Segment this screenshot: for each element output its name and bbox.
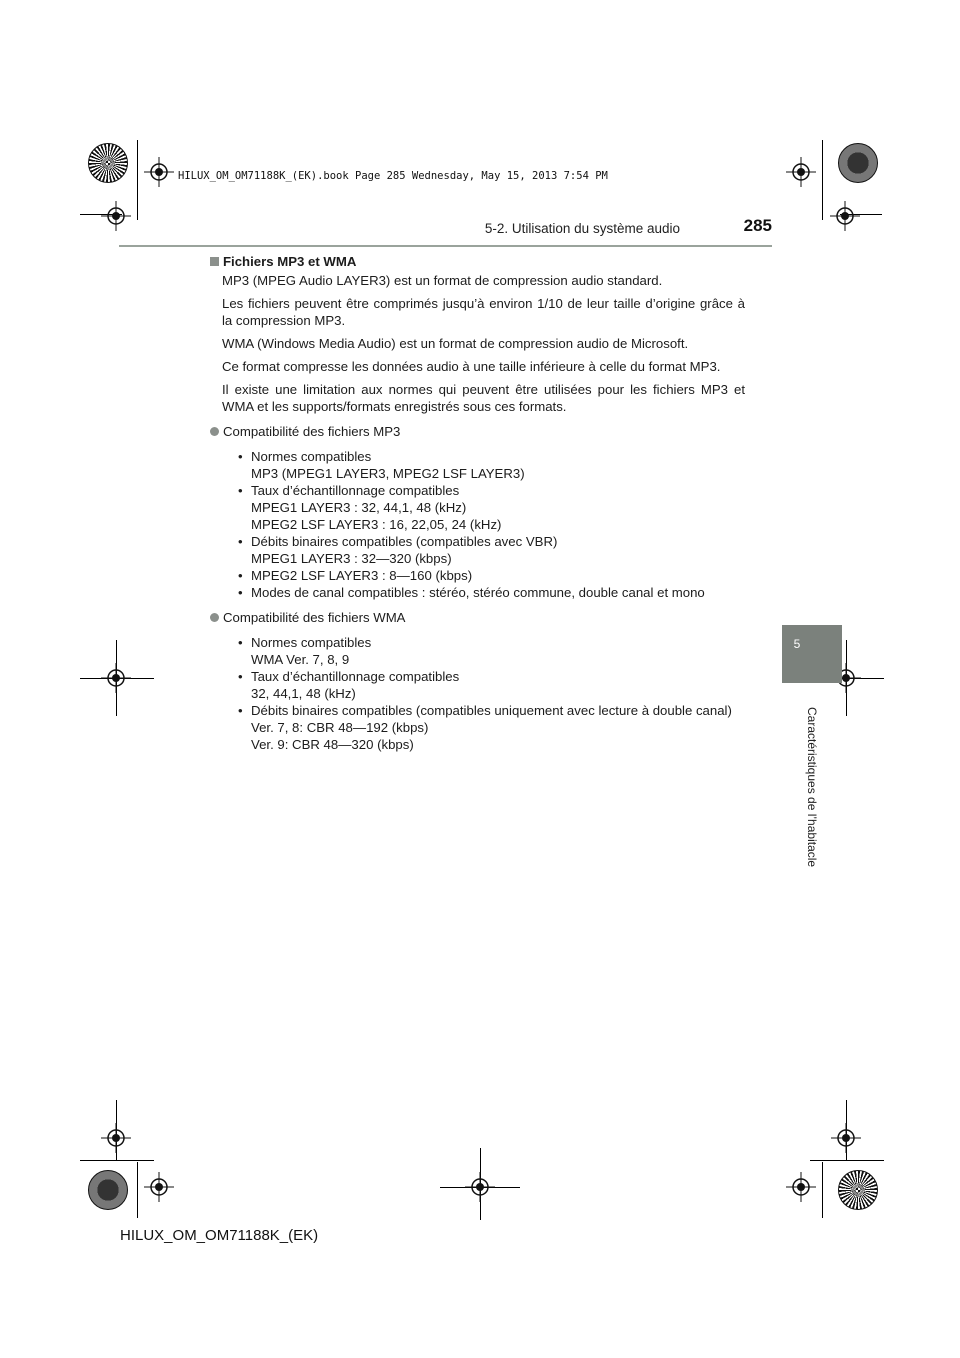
mp3-compat-heading: Compatibilité des fichiers MP3 — [210, 423, 745, 440]
list-item-detail: MPEG2 LSF LAYER3 : 16, 22,05, 24 (kHz) — [251, 517, 502, 532]
list-item: • Modes de canal compatibles : stéréo, stéréo commune, double canal et mono — [238, 584, 745, 601]
header-rule — [119, 245, 772, 247]
registration-disc-icon — [838, 143, 878, 183]
chapter-tab — [782, 625, 842, 683]
registration-crosshair-icon — [465, 1172, 495, 1202]
paragraph: WMA (Windows Media Audio) est un format de compression audio de Microsoft. — [222, 336, 689, 351]
list-item: • Normes compatibles — [238, 634, 745, 651]
paragraph: Ce format compresse les données audio à une taille inférieure à celle du format MP3. — [222, 359, 721, 374]
paragraph: MP3 (MPEG Audio LAYER3) est un format de compression audio standard. — [222, 273, 663, 288]
registration-crosshair-icon — [786, 157, 816, 187]
chapter-number: 5 — [793, 637, 801, 651]
page-number: 285 — [743, 216, 772, 235]
circle-bullet-icon — [210, 613, 219, 622]
square-bullet-icon — [210, 257, 219, 266]
document-code: HILUX_OM_OM71188K_(EK) — [120, 1227, 319, 1244]
list-item-detail: 32, 44,1, 48 (kHz) — [251, 686, 356, 701]
list-item-detail: MPEG1 LAYER3 : 32, 44,1, 48 (kHz) — [251, 500, 467, 515]
registration-disc-icon — [838, 1170, 878, 1210]
list-item-detail: WMA Ver. 7, 8, 9 — [251, 652, 350, 667]
list-item: • Normes compatibles — [238, 448, 745, 465]
list-item-detail: MP3 (MPEG1 LAYER3, MPEG2 LSF LAYER3) — [251, 466, 525, 481]
list-item: • Taux d’échantillonnage compatibles — [238, 482, 745, 499]
registration-crosshair-icon — [830, 201, 860, 231]
registration-disc-icon — [88, 143, 128, 183]
list-item-detail: Ver. 9: CBR 48—320 (kbps) — [251, 737, 414, 752]
paragraph: Il existe une limitation aux normes qui peuvent être utilisées pour les fichiers MP3 et WMA et les supports/formats enregistrés sous ces formats. — [222, 382, 745, 414]
list-item-detail: Ver. 7, 8: CBR 48—192 (kbps) — [251, 720, 429, 735]
wma-compat-heading: Compatibilité des fichiers WMA — [210, 609, 745, 626]
registration-crosshair-icon — [144, 157, 174, 187]
list-item: • Débits binaires compatibles (compatibles avec VBR) — [238, 533, 745, 550]
registration-crosshair-icon — [786, 1172, 816, 1202]
circle-bullet-icon — [210, 427, 219, 436]
section-title: 5-2. Utilisation du système audio — [484, 221, 680, 236]
paragraph: Les fichiers peuvent être comprimés jusqu’à environ 1/10 de leur taille d’origine grâce à la compression MP3. — [222, 296, 745, 328]
list-item: • MPEG2 LSF LAYER3 : 8—160 (kbps) — [238, 567, 745, 584]
registration-crosshair-icon — [101, 201, 131, 231]
mp3-compat-list — [238, 448, 745, 601]
registration-crosshair-icon — [101, 663, 131, 693]
registration-crosshair-icon — [144, 1172, 174, 1202]
main-content — [210, 253, 745, 753]
registration-crosshair-icon — [831, 1123, 861, 1153]
registration-crosshair-icon — [101, 1123, 131, 1153]
wma-compat-list — [238, 634, 745, 753]
chapter-label: Caractéristiques de l’habitacle — [805, 707, 819, 868]
book-imprint-line: HILUX_OM_OM71188K_(EK).book Page 285 Wednesday, May 15, 2013 7:54 PM — [178, 170, 608, 182]
list-item-detail: MPEG1 LAYER3 : 32—320 (kbps) — [251, 551, 452, 566]
list-item: • Débits binaires compatibles (compatibles uniquement avec lecture à double canal) — [238, 702, 745, 719]
section-heading: Fichiers MP3 et WMA — [210, 253, 745, 270]
list-item: • Taux d’échantillonnage compatibles — [238, 668, 745, 685]
registration-disc-icon — [88, 1170, 128, 1210]
